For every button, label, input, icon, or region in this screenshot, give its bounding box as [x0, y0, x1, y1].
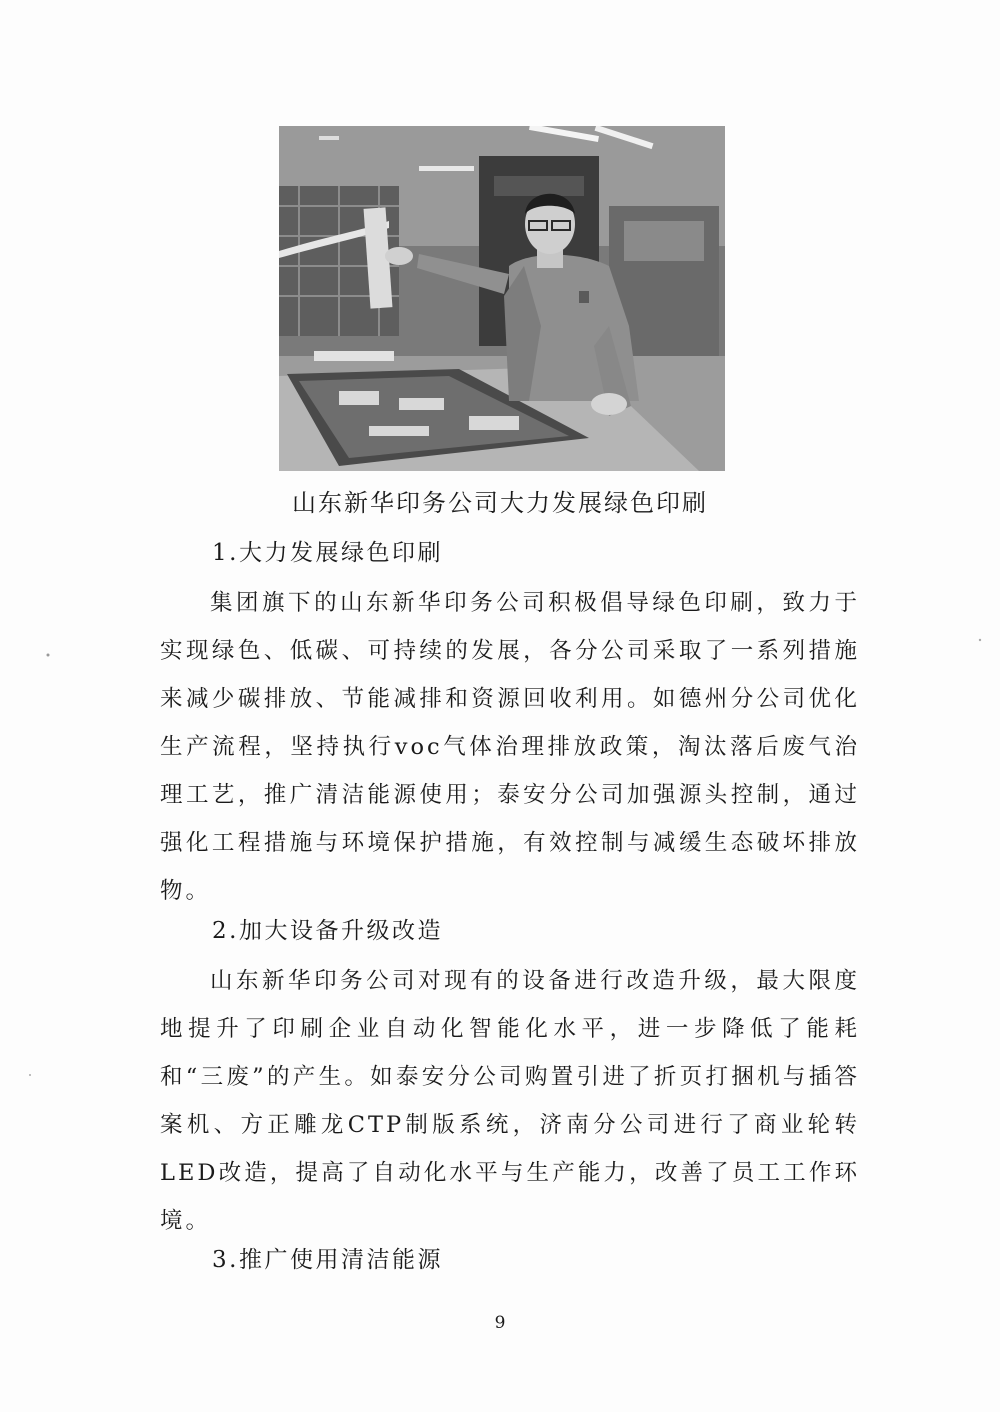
photo-caption: 山东新华印务公司大力发展绿色印刷: [292, 489, 708, 517]
section-heading-1: 1.大力发展绿色印刷: [212, 540, 443, 566]
section-body-2: 山东新华印务公司对现有的设备进行改造升级，最大限度地提升了印刷企业自动化智能化水平，进一步降低了能耗和“三废”的产生。如泰安分公司购置引进了折页打捆机与插答案机、方正雕龙CTP制版系统，济南分公司进行了商业轮转LED改造，提高了自动化水平与生产能力，改善了员工工作环境。: [160, 968, 860, 1234]
page-number: 9: [494, 1313, 506, 1333]
section-body-1: 集团旗下的山东新华印务公司积极倡导绿色印刷，致力于实现绿色、低碳、可持续的发展，各分公司采取了一系列措施来减少碳排放、节能减排和资源回收利用。如德州分公司优化生产流程，坚持执行voc气体治理排放政策，淘汰落后废气治理工艺，推广清洁能源使用；泰安分公司加强源头控制，通过强化工程措施与环境保护措施，有效控制与减缓生态破坏排放物。: [160, 590, 860, 904]
section-heading-3: 3.推广使用清洁能源: [212, 1247, 443, 1273]
printing-worker-photo: [279, 126, 725, 471]
section-heading-2: 2.加大设备升级改造: [212, 918, 443, 944]
